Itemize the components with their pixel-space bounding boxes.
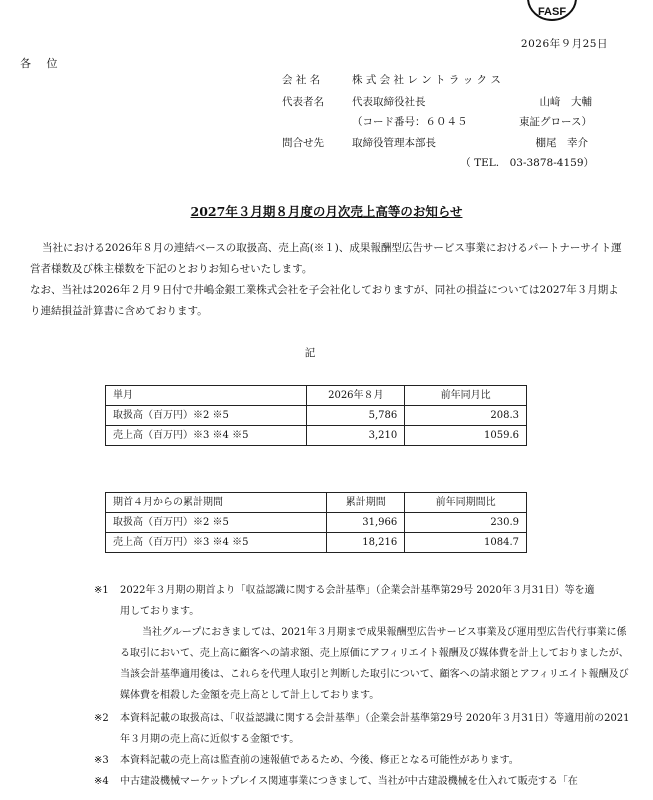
table-row <box>106 426 527 446</box>
note-text: 当社グループにおきましては、2021年３月期まで成果報酬型広告サービス事業及び運用型広告代行事業に係る取引において、売上高に顧客への請求額、売上原価にアフィリエイト報酬及び媒体費を計上しておりましたが、当該会計基準適用後は、これらを代理人取引と判断した取引について、顧客への請求額とアフィリエイト報酬及び媒体費を相殺した金額を売上高として計上しております。 <box>120 627 629 701</box>
representative-label: 代表者名 <box>282 96 324 108</box>
note-text: 本資料記載の売上高は監査前の速報値であるため、今後、修正となる可能性があります。 <box>120 755 519 766</box>
contact-tel: （ TEL. 03-3878-4159） <box>460 157 594 169</box>
note-text: 用しております。 <box>120 606 200 617</box>
table-row <box>106 533 527 553</box>
table-cell: 取扱高（百万円）※2 ※5 <box>106 513 327 533</box>
table-cell: 31,966 <box>327 513 405 533</box>
document-title: 2027年３月期８月度の月次売上高等のお知らせ <box>190 204 463 219</box>
table-header-cell: 期首４月からの累計期間 <box>106 493 327 513</box>
ki-heading: 記 <box>304 347 316 359</box>
note-marker: ※2 <box>94 713 109 724</box>
note-4 <box>94 771 614 792</box>
table-cell: 3,210 <box>307 426 405 446</box>
table-header-cell: 2026年８月 <box>307 386 405 406</box>
addressee: 各 位 <box>20 57 64 70</box>
subsidiary-paragraph: なお、当社は2026年２月９日付で井嶋金銀工業株式会社を子会社化しておりますが、同社の損益については2027年３月期より連結損益計算書に含めております。 <box>30 284 619 317</box>
table-cell: 208.3 <box>405 406 527 426</box>
representative-name: 山﨑 大輔 <box>539 96 592 108</box>
table-header-cell: 前年同期間比 <box>405 493 527 513</box>
table-header-row <box>106 386 527 406</box>
fasf-logo-icon <box>526 0 578 22</box>
note-1 <box>94 580 614 622</box>
table-row <box>106 513 527 533</box>
table-cell: 1059.6 <box>405 426 527 446</box>
table-cell: 売上高（百万円）※3 ※4 ※5 <box>106 533 327 553</box>
table-cell: 売上高（百万円）※3 ※4 ※5 <box>106 426 307 446</box>
note-marker: ※3 <box>94 755 109 766</box>
note-3 <box>94 750 614 771</box>
table-row <box>106 406 527 426</box>
table-cell: 230.9 <box>405 513 527 533</box>
note-2 <box>94 708 630 750</box>
note-marker: ※1 <box>94 585 109 596</box>
contact-title: 取締役管理本部長 <box>352 137 436 149</box>
monthly-table <box>105 385 527 446</box>
contact-label: 問合せ先 <box>282 137 324 149</box>
table-header-cell: 前年同月比 <box>405 386 527 406</box>
note-text: 中古建設機械マーケットプレイス関連事業につきまして、当社が中古建設機械を仕入れて販売する「在 <box>120 776 578 787</box>
table-cell: 取扱高（百万円）※2 ※5 <box>106 406 307 426</box>
table-header-cell: 単月 <box>106 386 307 406</box>
note-text: 本資料記載の取扱高は、「収益認識に関する会計基準」（企業会計基準第29号 2020年３月31日）等適用前の2021年３月期の売上高に近似する金額です。 <box>120 713 630 745</box>
note-1-detail <box>94 622 629 706</box>
company-logo <box>526 0 578 22</box>
note-text: 2022年３月期の期首より「収益認識に関する会計基準」（企業会計基準第29号 2020年３月31日）等を適 <box>120 585 595 596</box>
table-header-row <box>106 493 527 513</box>
intro-paragraph: 当社における2026年８月の連結ベースの取扱高、売上高(※１)、成果報酬型広告サービス事業におけるパートナーサイト運営者様数及び株主様数を下記のとおりお知らせいたします。 <box>30 242 622 275</box>
stock-code: （コード番号：６０４５ <box>352 116 468 128</box>
stock-market: 東証グロース） <box>519 116 592 128</box>
table-header-cell: 累計期間 <box>327 493 405 513</box>
table-cell: 5,786 <box>307 406 405 426</box>
note-marker: ※4 <box>94 776 109 787</box>
contact-name: 棚尾 幸介 <box>535 137 588 149</box>
company-name-label: 会 社 名 <box>282 74 321 86</box>
company-name-value: 株 式 会 社 レ ン ト ラ ッ ク ス <box>352 74 501 86</box>
table-cell: 1084.7 <box>405 533 527 553</box>
logo-text: FASF <box>537 6 567 18</box>
representative-title: 代表取締役社長 <box>352 96 426 108</box>
table-cell: 18,216 <box>327 533 405 553</box>
cumulative-table <box>105 492 527 553</box>
document-date: 2026年９月25日 <box>520 38 608 50</box>
